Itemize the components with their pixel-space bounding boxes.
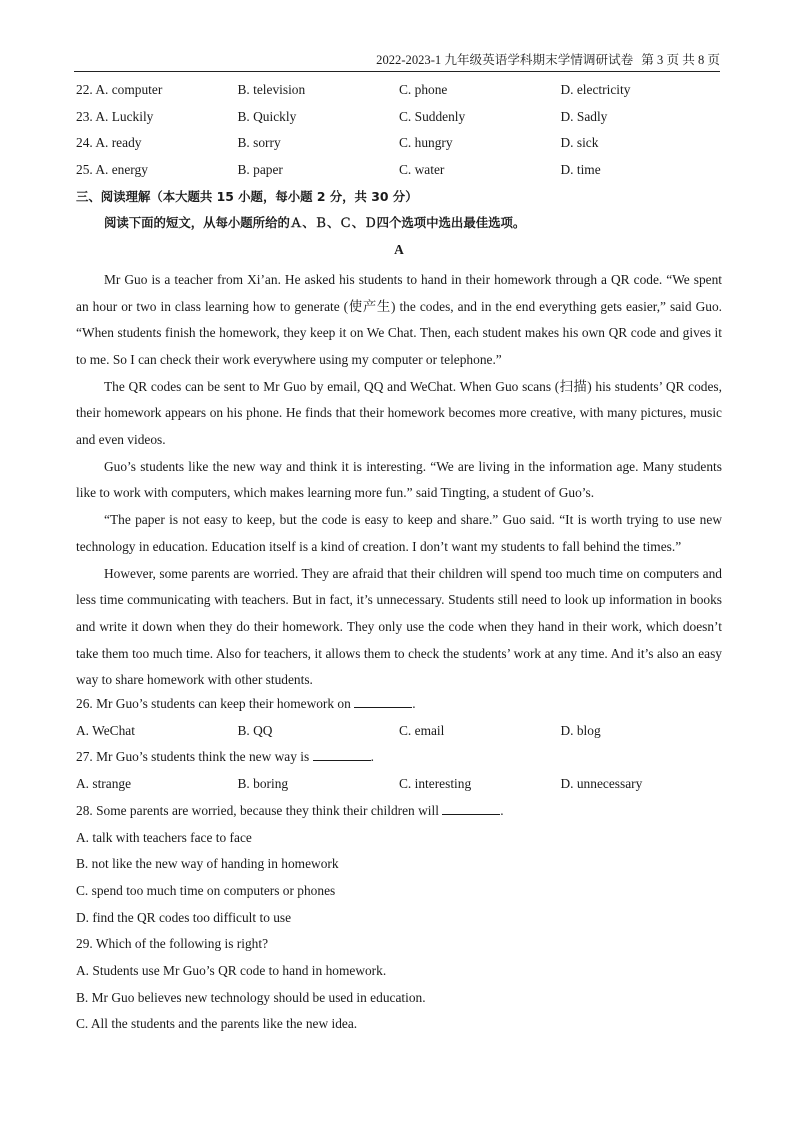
question-29-stem: 29. Which of the following is right? (76, 936, 269, 952)
option-a: A. talk with teachers face to face (76, 829, 252, 845)
option-c: C. All the students and the parents like the new idea. (76, 1016, 358, 1032)
question-number: 24. (76, 135, 93, 151)
answer-blank (313, 748, 371, 761)
option-a: A. computer (95, 82, 163, 97)
option-c: C. water (399, 162, 445, 178)
option-c: C. email (399, 722, 445, 738)
passage-paragraph: The QR codes can be sent to Mr Guo by email, QQ and WeChat. When Guo scans (扫描) his students’ QR codes, their homework appears on his phone. He finds that their homework becomes more creative, with many pictures, music and even videos. (76, 378, 722, 448)
section-instruction: 阅读下面的短文，从每小题所给的Ａ、Ｂ、Ｃ、Ｄ四个选项中选出最佳选项。 (104, 215, 526, 231)
option-b: B. paper (237, 162, 283, 178)
option-a: A. Students use Mr Guo’s QR code to hand in homework. (76, 962, 387, 978)
option-d: D. sick (560, 135, 599, 151)
question-number: 22. (76, 82, 93, 97)
option-a: A. energy (95, 162, 148, 178)
option-a: A. Luckily (95, 108, 154, 124)
option-b: B. Mr Guo believes new technology should be used in education. (76, 989, 426, 1005)
option-d: D. Sadly (560, 108, 608, 124)
page-content (76, 80, 722, 1041)
cloze-question-24 (76, 133, 722, 160)
cloze-question-25 (76, 160, 722, 187)
passage-paragraph: However, some parents are worried. They are afraid that their children will spend too much time on computers and less time communicating with teachers. But in fact, it’s unnecessary. Students still need to look up information in books and write it down when they do their homework. They only use the code when they hand in their work, which doesn’t take them too much time. Also for teachers, it allows them to check the students’ work at any time. And it’s also an easy way to share homework with other students. (76, 565, 722, 688)
option-d: D. time (560, 162, 601, 178)
option-b: B. not like the new way of handing in homework (76, 856, 339, 872)
passage-paragraph: Guo’s students like the new way and think it is interesting. “We are living in the information age. Many students like to work with computers, which makes learning more fun.” said Tingting, a student of Guo’s. (76, 458, 722, 501)
option-c: C. spend too much time on computers or phones (76, 882, 336, 898)
passage-letter: A (394, 242, 404, 258)
answer-blank (442, 802, 500, 815)
question-28-stem: 28. Some parents are worried, because they think their children will . (76, 802, 504, 818)
exam-title: 2022-2023-1 九年级英语学科期末学情调研试卷 (376, 53, 634, 67)
option-d: D. blog (560, 722, 601, 738)
question-26-options (76, 721, 722, 748)
option-d: D. unnecessary (560, 776, 643, 792)
option-b: B. Quickly (237, 108, 297, 124)
option-a: A. WeChat (76, 722, 135, 738)
page-number: 第 3 页 共 8 页 (641, 53, 720, 67)
option-d: D. electricity (560, 82, 631, 97)
page-header (74, 52, 720, 72)
option-c: C. interesting (399, 776, 472, 792)
option-a: A. ready (95, 135, 142, 151)
question-27-stem: 27. Mr Guo’s students think the new way is . (76, 749, 374, 765)
question-27-options (76, 774, 722, 801)
option-c: C. hungry (399, 135, 453, 151)
passage-paragraph: “The paper is not easy to keep, but the code is easy to keep and share.” Guo said. “It is worth trying to use new technology in education. Education itself is a kind of creation. I don’t want my students to fall behind the times.” (76, 512, 722, 554)
option-c: C. phone (399, 82, 448, 97)
cloze-question-22 (76, 80, 722, 107)
option-d: D. find the QR codes too difficult to use (76, 909, 292, 925)
question-number: 23. (76, 108, 93, 124)
passage-paragraph: Mr Guo is a teacher from Xi’an. He asked his students to hand in their homework through a QR code. “We spent an hour or two in class learning how to generate (使产生) the codes, and in the end everything gets easier,” said Guo. “When students finish the homework, they keep it on We Chat. Then, each student makes his own QR code and gives it to me. So I can check their work everywhere using my computer or telephone.” (76, 271, 722, 367)
option-c: C. Suddenly (399, 108, 466, 124)
question-number: 25. (76, 162, 93, 178)
question-26-stem: 26. Mr Guo’s students can keep their homework on . (76, 696, 416, 712)
option-b: B. television (237, 82, 306, 97)
option-b: B. QQ (237, 722, 273, 738)
answer-blank (354, 695, 412, 708)
section-title: 三、阅读理解（本大题共 15 小题，每小题 2 分，共 30 分） (76, 188, 418, 204)
option-b: B. boring (237, 776, 289, 792)
option-a: A. strange (76, 776, 132, 792)
option-b: B. sorry (237, 135, 281, 151)
cloze-question-23 (76, 107, 722, 134)
